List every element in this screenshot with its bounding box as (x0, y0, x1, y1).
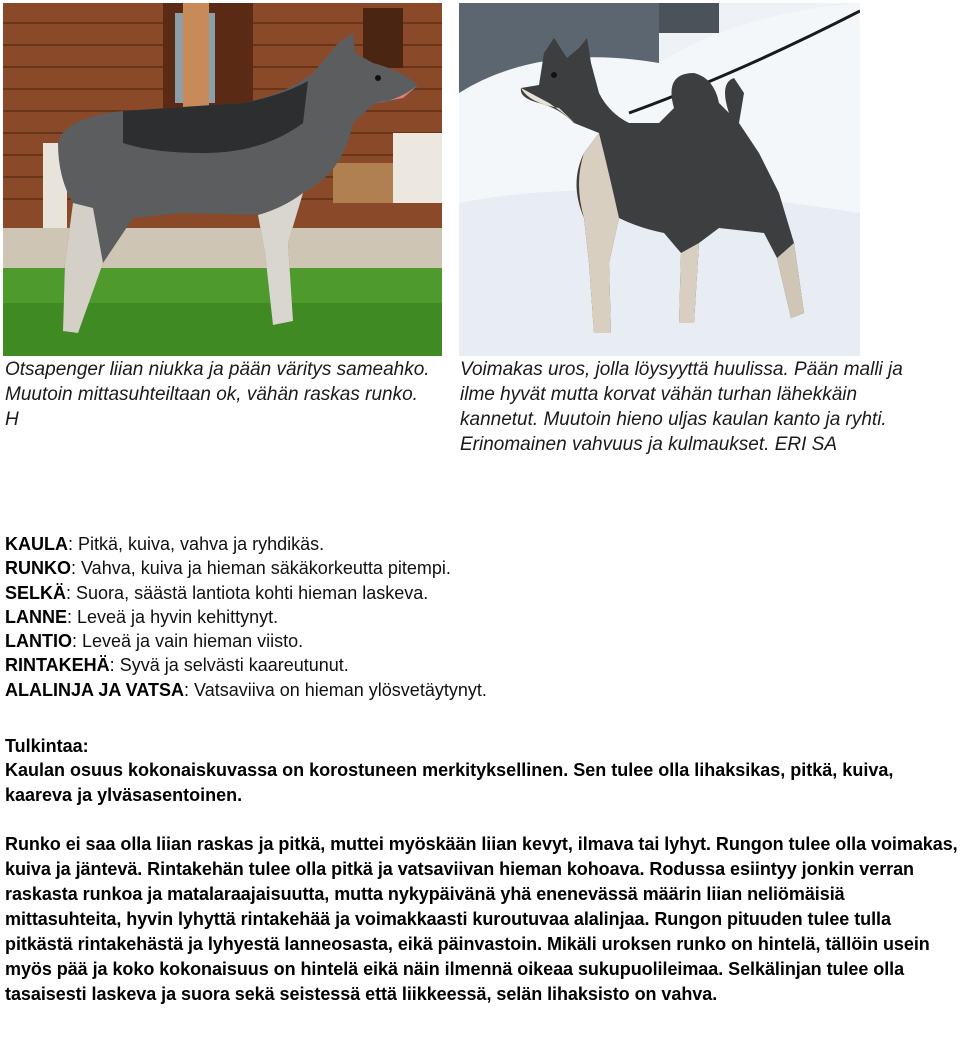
dog-photo-winter (459, 3, 860, 356)
spec-term: RINTAKEHÄ (5, 655, 110, 676)
interpretation-heading: Tulkintaa: (5, 736, 89, 756)
spec-term: SELKÄ (5, 582, 67, 603)
spec-separator: : (72, 631, 83, 652)
spec-definition: Vahva, kuiva ja hieman säkäkorkeutta pitempi. (81, 558, 451, 579)
spec-separator: : (68, 534, 79, 554)
spec-item-runko (5, 556, 955, 580)
breed-standard-list (5, 532, 955, 702)
spec-separator: : (71, 558, 82, 579)
spec-definition: Leveä ja hyvin kehittynyt. (77, 606, 279, 627)
spec-definition: Pitkä, kuiva, vahva ja ryhdikäs. (78, 534, 325, 554)
spec-separator: : (67, 606, 78, 627)
spec-item-rintakeha (5, 653, 955, 677)
spec-term: LANTIO (5, 631, 72, 652)
dog-photo-summer (3, 3, 442, 356)
spec-definition: Suora, säästä lantiota kohti hieman laskeva. (76, 582, 429, 603)
spec-term: KAULA (5, 534, 68, 554)
spec-separator: : (109, 655, 120, 676)
interpretation-paragraph: Runko ei saa olla liian raskas ja pitkä, muttei myöskään liian kevyt, ilmava tai lyhyt. Rungon tulee olla voimakas, kuiva ja jäntevä. Rintakehän tulee olla pitkä ja vatsaviivan hieman kohoava. Rodussa esiintyy jonkin verran raskasta runkoa ja matalaraajaisuutta, mutta nykypäivänä yhä enenevässä määrin liian neliömäisiä mittasuhteita, hyvin lyhyttä rintakehää ja voimakkaasti kuroutuvaa alalinjaa. Rungon pituuden tulee tulla pitkästä rintakehästä ja lyhyestä lanneosasta, eikä päinvastoin. Mikäli uroksen runko on hintelä, tällöin usein myös pää ja koko kokonaisuus on hintelä eikä näin ilmennä oikeaa sukupuolileimaa. Selkälinjan tulee olla tasaisesti laskeva ja suora sekä seistessä että liikkeessä, selän lihaksisto on vahva. (5, 834, 958, 1004)
spec-term: RUNKO (5, 558, 71, 579)
spec-term: ALALINJA JA VATSA (5, 679, 185, 700)
spec-item-kaula (5, 532, 955, 556)
photo-caption: Voimakas uros, jolla löysyyttä huulissa. Pään malli ja ilme hyvät mutta korvat vähän turhan lähekkäin kannetut. Muutoin hieno uljas kaulan kanto ja ryhti. Erinomainen vahvuus ja kulmaukset. ERI SA (460, 359, 903, 455)
spec-term: LANNE (5, 606, 67, 627)
spec-definition: Syvä ja selvästi kaareutunut. (119, 655, 349, 676)
spec-separator: : (66, 582, 77, 603)
spec-definition: Leveä ja vain hieman viisto. (82, 631, 304, 652)
interpretation-paragraph: Kaulan osuus kokonaiskuvassa on korostuneen merkityksellinen. Sen tulee olla lihaksikas, pitkä, kuiva, kaareva ja ylväsasentoinen. (5, 760, 894, 805)
spec-definition: Vatsaviiva on hieman ylösvetäytynyt. (194, 679, 487, 700)
spec-item-alalinja (5, 678, 955, 702)
spec-item-lanne (5, 605, 955, 629)
spec-item-selka (5, 581, 955, 605)
photo-caption: Otsapenger liian niukka ja pään väritys sameahko. Muutoin mittasuhteiltaan ok, vähän raskas runko. H (5, 359, 430, 430)
spec-item-lantio (5, 629, 955, 653)
spec-separator: : (184, 679, 195, 700)
